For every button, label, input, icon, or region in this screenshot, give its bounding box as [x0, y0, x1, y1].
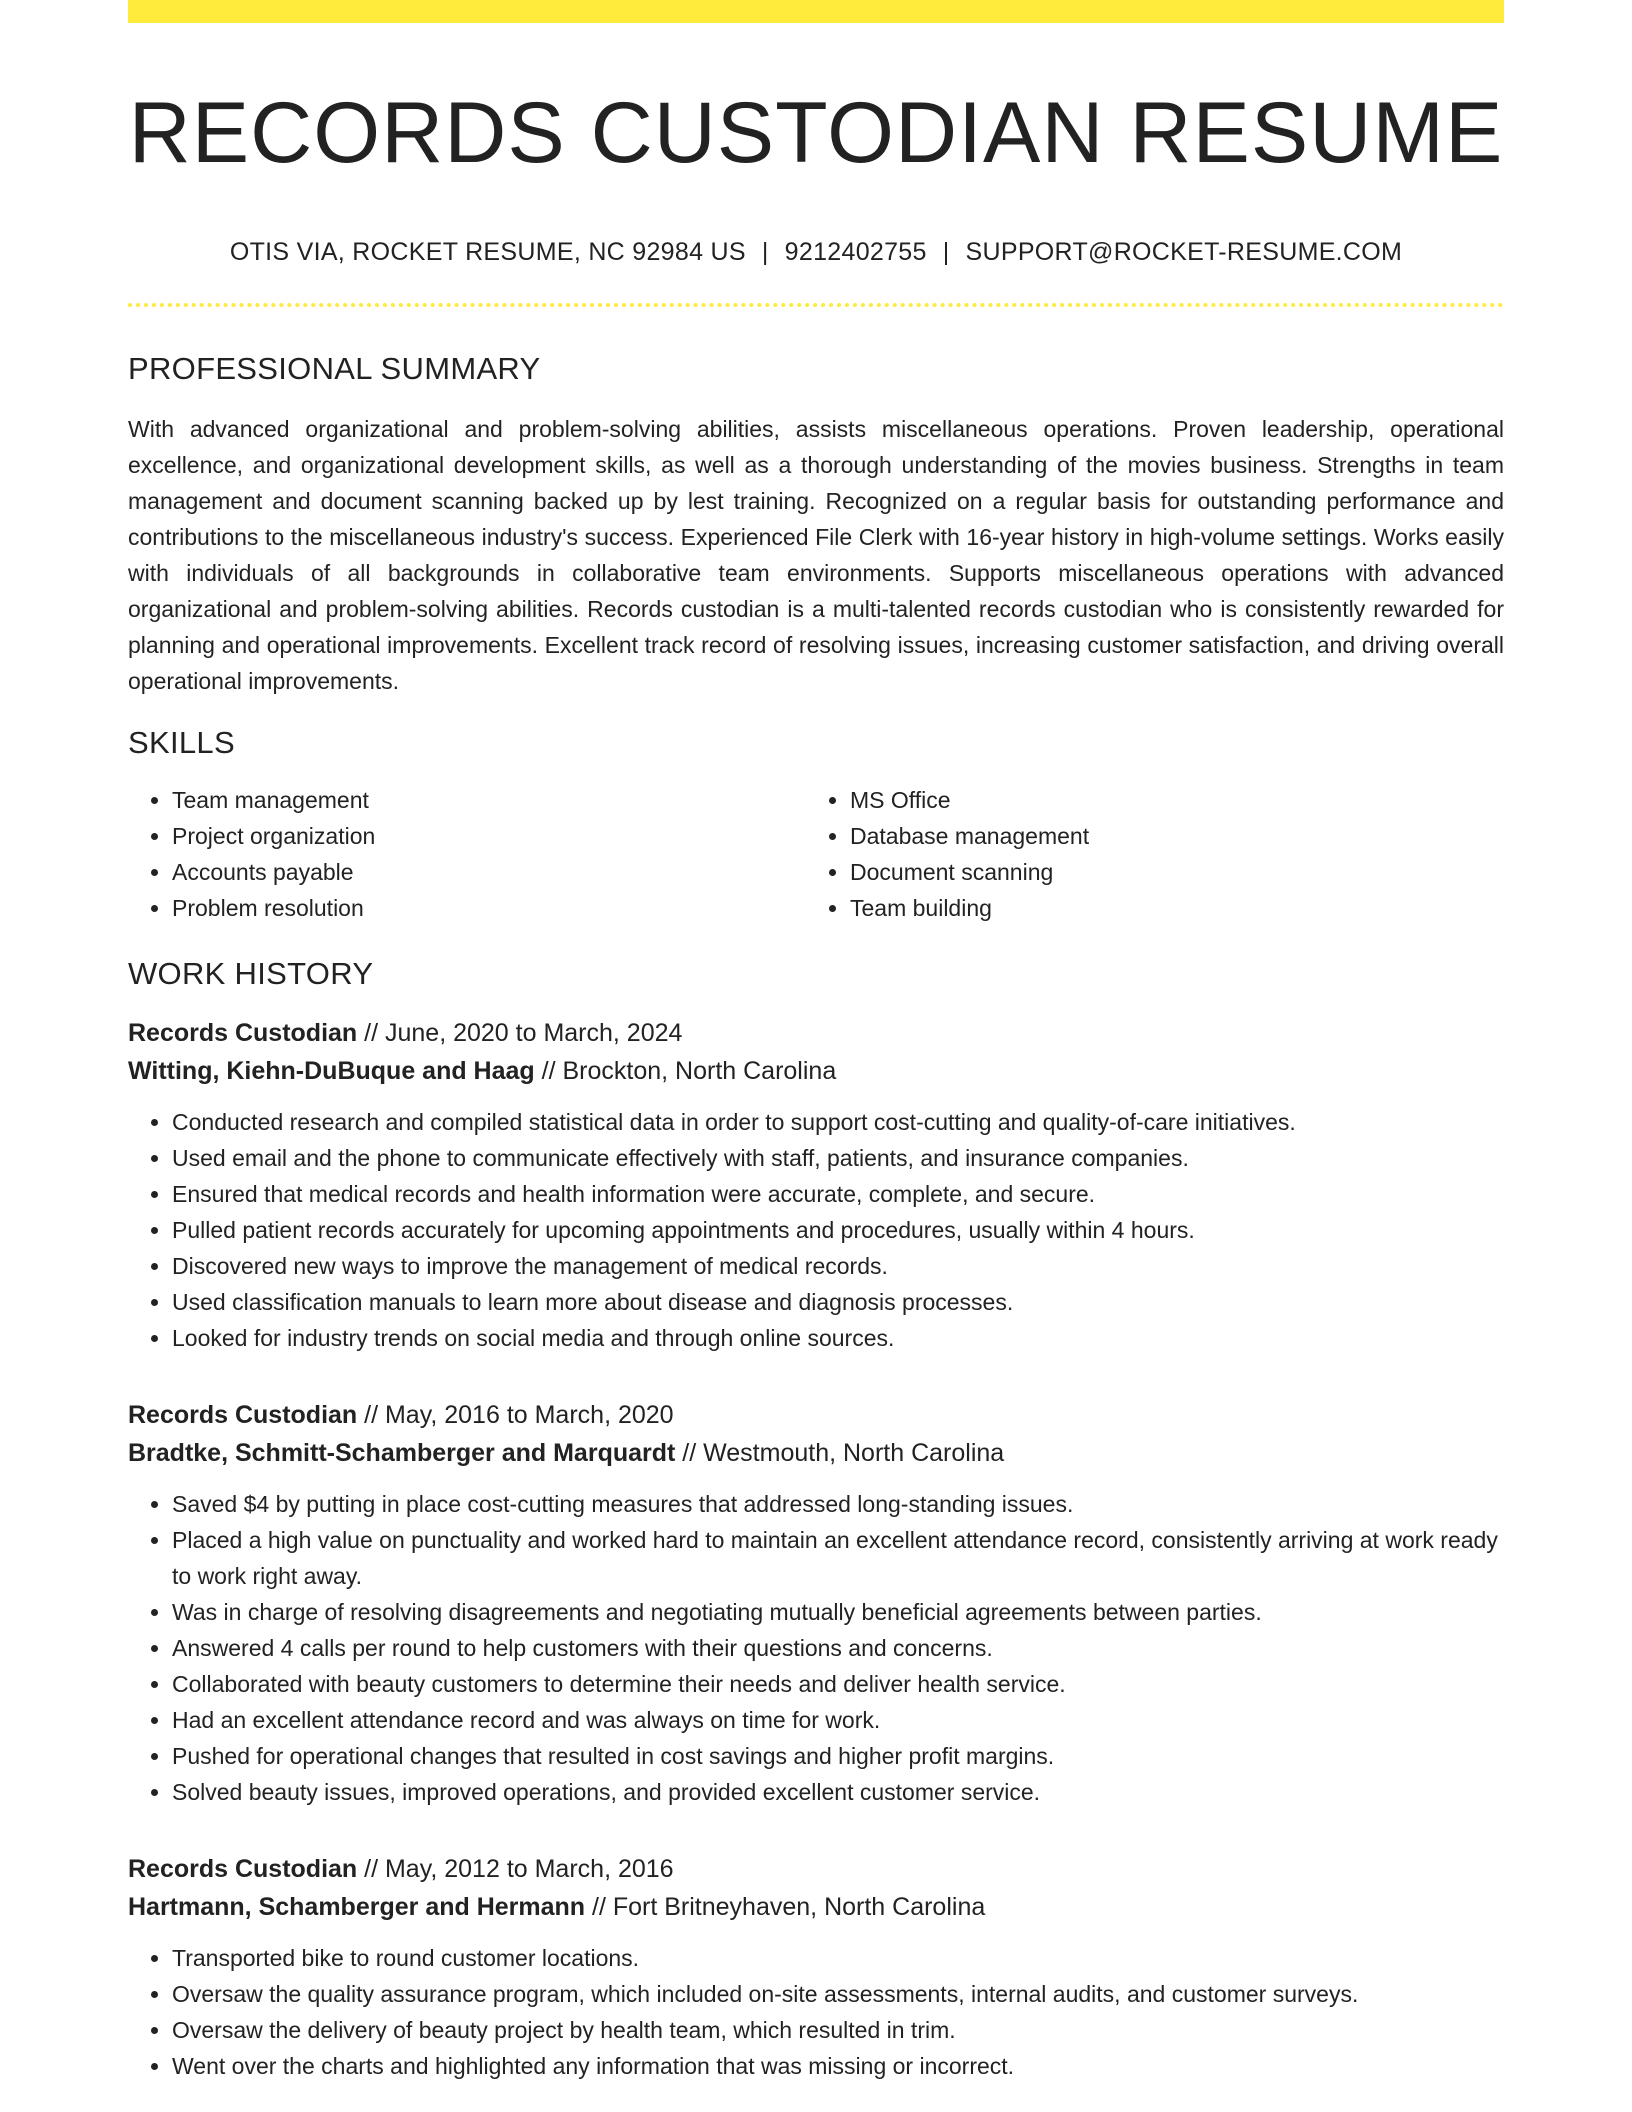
job-bullets: [128, 1104, 1504, 1356]
job-bullet: • Pushed for operational changes that resulted in cost savings and higher profit margins.: [172, 1738, 1504, 1774]
job-bullet: • Transported bike to round customer locations.: [172, 1940, 1504, 1976]
job-company: Hartmann, Schamberger and Hermann: [128, 1893, 586, 1921]
contact-separator: |: [942, 238, 950, 266]
job-bullet: • Used email and the phone to communicate effectively with staff, patients, and insurance companies.: [172, 1140, 1504, 1176]
job-role: Records Custodian: [128, 1019, 358, 1047]
summary-heading: PROFESSIONAL SUMMARY: [128, 351, 541, 386]
job-location: // Brockton, North Carolina: [534, 1057, 837, 1085]
skills-heading: SKILLS: [128, 725, 235, 760]
job-bullet: • Conducted research and compiled statistical data in order to support cost-cutting and quality-of-care initiatives.: [172, 1104, 1504, 1140]
job-bullet: • Oversaw the delivery of beauty project by health team, which resulted in trim.: [172, 2012, 1504, 2048]
job-bullet: • Solved beauty issues, improved operations, and provided excellent customer service.: [172, 1774, 1504, 1810]
job-bullet: • Oversaw the quality assurance program, which included on-site assessments, internal audits, and customer surveys.: [172, 1976, 1504, 2012]
work-history-heading: WORK HISTORY: [128, 956, 374, 991]
skill-item: • Document scanning: [850, 854, 1484, 890]
job-bullet: • Saved $4 by putting in place cost-cutting measures that addressed long-standing issues.: [172, 1486, 1504, 1522]
skills-column-right: [806, 782, 1484, 926]
contact-line: [128, 237, 1504, 267]
job-bullet: • Looked for industry trends on social media and through online sources.: [172, 1320, 1504, 1356]
skill-item: • Project organization: [172, 818, 806, 854]
skill-item: • Team management: [172, 782, 806, 818]
job-entry: [128, 1014, 1504, 1356]
skills-list: [128, 782, 1504, 926]
job-bullets: [128, 1486, 1504, 1810]
job-role: Records Custodian: [128, 1401, 358, 1429]
skills-column-left: [128, 782, 806, 926]
job-entry: [128, 1850, 1504, 2084]
job-bullet: • Pulled patient records accurately for upcoming appointments and procedures, usually within 4 hours.: [172, 1212, 1504, 1248]
job-role-line: [128, 1014, 1504, 1052]
job-bullet: • Was in charge of resolving disagreements and negotiating mutually beneficial agreements between parties.: [172, 1594, 1504, 1630]
job-company-line: [128, 1434, 1504, 1472]
accent-top-bar: [128, 0, 1504, 23]
skill-item: • Accounts payable: [172, 854, 806, 890]
resume-page: [128, 0, 1504, 2084]
contact-address: OTIS VIA, ROCKET RESUME, NC 92984 US: [229, 238, 746, 266]
job-dates: // May, 2016 to March, 2020: [357, 1401, 674, 1429]
job-company: Witting, Kiehn-DuBuque and Haag: [128, 1057, 535, 1085]
job-location: // Fort Britneyhaven, North Carolina: [585, 1893, 986, 1921]
contact-phone: 9212402755: [784, 238, 927, 266]
job-bullet: • Discovered new ways to improve the management of medical records.: [172, 1248, 1504, 1284]
skill-item: • Problem resolution: [172, 890, 806, 926]
job-bullet: • Answered 4 calls per round to help customers with their questions and concerns.: [172, 1630, 1504, 1666]
job-location: // Westmouth, North Carolina: [675, 1439, 1005, 1467]
job-dates: // June, 2020 to March, 2024: [357, 1019, 683, 1047]
job-dates: // May, 2012 to March, 2016: [357, 1855, 674, 1883]
job-role-line: [128, 1396, 1504, 1434]
skill-item: • Team building: [850, 890, 1484, 926]
contact-separator: |: [761, 238, 769, 266]
contact-email: SUPPORT@ROCKET-RESUME.COM: [965, 238, 1403, 266]
dotted-divider: [128, 303, 1504, 307]
job-company-line: [128, 1052, 1504, 1090]
job-role: Records Custodian: [128, 1855, 358, 1883]
job-bullet: • Went over the charts and highlighted any information that was missing or incorrect.: [172, 2048, 1504, 2084]
job-bullet: • Placed a high value on punctuality and worked hard to maintain an excellent attendance record, consistently arriving at work ready to work right away.: [172, 1522, 1504, 1594]
skill-item: • MS Office: [850, 782, 1484, 818]
job-role-line: [128, 1850, 1504, 1888]
job-bullet: • Had an excellent attendance record and was always on time for work.: [172, 1702, 1504, 1738]
resume-title: RECORDS CUSTODIAN RESUME: [128, 85, 1504, 181]
job-entry: [128, 1396, 1504, 1810]
job-bullet: • Used classification manuals to learn more about disease and diagnosis processes.: [172, 1284, 1504, 1320]
job-bullet: • Collaborated with beauty customers to determine their needs and deliver health service.: [172, 1666, 1504, 1702]
job-company-line: [128, 1888, 1504, 1926]
job-bullet: • Ensured that medical records and health information were accurate, complete, and secure.: [172, 1176, 1504, 1212]
job-bullets: [128, 1940, 1504, 2084]
job-company: Bradtke, Schmitt-Schamberger and Marquardt: [128, 1439, 676, 1467]
skill-item: • Database management: [850, 818, 1484, 854]
summary-text: With advanced organizational and problem-solving abilities, assists miscellaneous operations. Proven leadership, operational excellence, and organizational development skills, as well as a thorough understanding of the movies business. Strengths in team management and document scanning backed up by lest training. Recognized on a regular basis for outstanding performance and contributions to the miscellaneous industry's success. Experienced File Clerk with 16-year history in high-volume settings. Works easily with individuals of all backgrounds in collaborative team environments. Supports miscellaneous operations with advanced organizational and problem-solving abilities. Records custodian is a multi-talented records custodian who is consistently rewarded for planning and operational improvements. Excellent track record of resolving issues, increasing customer satisfaction, and driving overall operational improvements.: [128, 416, 1504, 694]
